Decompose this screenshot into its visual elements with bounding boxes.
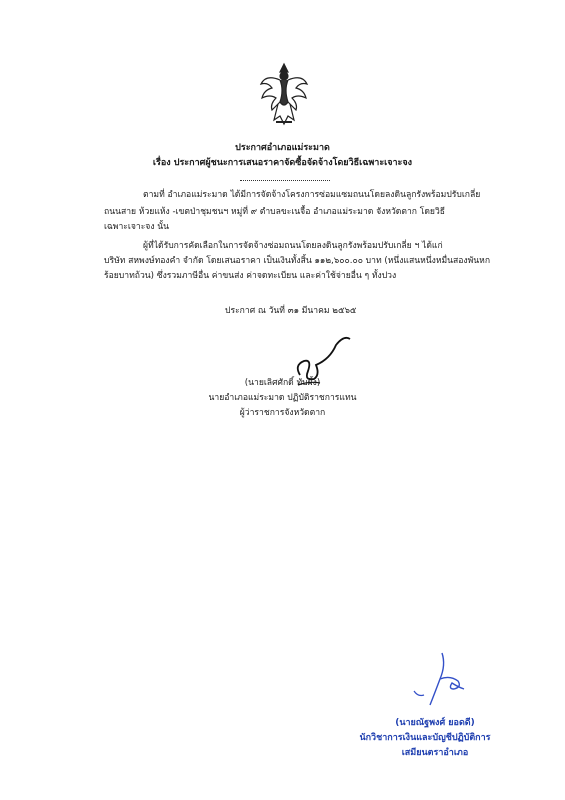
paragraph2-line3: ร้อยบาทถ้วน) ซึ่งรวมภาษีอื่น ค่าขนส่ง ค่าจดทะเบียน และค่าใช้จ่ายอื่น ๆ ทั้งปวง [104, 271, 397, 281]
title-divider [240, 180, 330, 181]
paragraph1-line2: ถนนสาย ห้วยแห้ง -เขตป่าชุมชนฯ หมู่ที่ ๙ ตำบลขะเนจื้อ อำเภอแม่ระมาด จังหวัดตาก โดยวิธี [104, 207, 446, 217]
certifier-position: นักวิชาการเงินและบัญชีปฏิบัติการ [359, 733, 491, 743]
certifier-position-2: เสมียนตราอำเภอ [401, 748, 469, 758]
signatory-name: (นายเลิศศักดิ์ ทับผึ้ง) [244, 378, 321, 388]
signatory-position-2: ผู้ว่าราชการจังหวัดตาก [239, 408, 326, 418]
announcement-subject: เรื่อง ประกาศผู้ชนะการเสนอราคาจัดซื้อจัดจ้างโดยวิธีเฉพาะเจาะจง [152, 158, 413, 168]
paragraph2-line1: ผู้ที่ได้รับการคัดเลือกในการจัดจ้างซ่อมถนนโดยลงดินลูกรังพร้อมปรับเกลี่ย ฯ ได้แก่ [143, 241, 443, 251]
paragraph1-line3: เฉพาะเจาะจง นั้น [104, 222, 170, 232]
announcement-date: ประกาศ ณ วันที่ ๓๑ มีนาคม ๒๕๖๕ [225, 306, 357, 316]
certifier-signature-icon [400, 645, 490, 715]
garuda-emblem-icon [258, 60, 310, 130]
announcement-title: ประกาศอำเภอแม่ระมาด [235, 143, 330, 153]
paragraph1-line1: ตามที่ อำเภอแม่ระมาด ได้มีการจัดจ้างโครงการซ่อมแซมถนนโดยลงดินลูกรังพร้อมปรับเกลี่ย [143, 190, 481, 200]
paragraph2-line2: บริษัท สหพงษ์ทองคำ จำกัด โดยเสนอราคา เป็นเงินทั้งสิ้น ๑๑๒,๖๐๐.๐๐ บาท (หนึ่งแสนหนึ่งหมื่นสองพันหก [104, 256, 491, 266]
signatory-position: นายอำเภอแม่ระมาด ปฏิบัติราชการแทน [208, 393, 357, 403]
certifier-name: (นายณัฐพงศ์ ยอดดี) [395, 718, 475, 728]
